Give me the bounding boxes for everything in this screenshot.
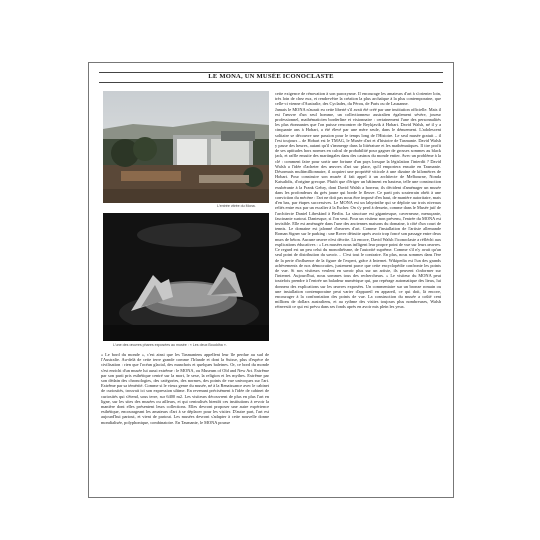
photo-caption-buddhas: L'une des œuvres phares exposées au musée : « Les deux Bouddha ». [113,343,227,347]
right-paragraph-2: Jamais le MONA n'aurait eu cette liberté s'il avait été créé par une institution officielle. Mais il est l'œuvre d'un seul homme, un collectionneur australien également sévère, joueur professionnel, mathématicien borderline et visionnaire : certainement l'une des personnalités les plus étonnantes que l'on puisse rencontrer de Reykjavik à Hobart. David Walsh, né il y a cinquante ans à Hobart, a été élevé par une mère seule, dans le dénuement. L'adolescent solitaire se découvre une passion pour le temps long de l'Histoire. Le seul musée gratuit – il l'est toujours – de Hobart est le TMAG, le Musée d'art et d'histoire de Tasmanie. David Walsh y passe des heures, autant qu'il s'immerge dans la littérature et les mathématiques. Il tire profit de ses aptitudes hors normes en calcul de probabilité pour gagner de grosses sommes au black jack, et raffle ensuite des martingales dans des casinos du monde entier. Avec un problème à la clé : comment faire pour sortir une fortune d'un pays lorsque la législation l'interdit ? David Walsh a l'idée d'acheter des œuvres d'art sur place, qu'il emportera ensuite en Tasmanie. Désormais multimillionnaire, il acquiert une propriété viticole à une dizaine de kilomètres de Hobart. Pour construire son musée il fait appel à un architecte de Melbourne, Nonda Katsalidis, d'origine grecque. Plutôt que d'ériger un bâtiment en hauteur, telle une construction exubérante à la Frank Gehry, dont David Walsh a horreur, ils décident d'aménager un musée dans les profondeurs du grès jaune qui borde le fleuve. Ce parti pris souterrain obéit à une conviction du mécène : l'art ne doit pas nous être imposé d'en haut, de manière autoritaire, mais d'en bas, par étapes successives. Le MONA est un labyrinthe qui se déploie sur trois niveaux reliés entre eux par un escalier à la Escher. On s'y perd à dessein, comme dans le Musée juif de l'architecte Daniel Libeskind à Berlin. La structure est gigantesque, caverneuse, menaçante, fascinante surtout. Dantesque, si l'on veut. Pour un visiteur non prévenu, l'entrée du MONA est invisible. Elle est aménagée dans l'une des anciennes maisons du domaine, à côté d'un court de tennis. Le domaine est jalonné d'œuvres d'art. Comme l'installation de l'artiste allemande Roman Signer sur le parking : une Rover détruite après avoir trop foncé son passage entre deux murs de béton. Aucune œuvre n'est décrite. Là encore, David Walsh l'iconoclaste a réfléchi aux explications éducatives : « Les musées nous infligent leur propre point de vue sur leurs œuvres. Ce regard est un peu celui du monothéisme, de l'autorité suprême. Comme s'il n'y avait qu'un seul point de distribution du savoir… C'est tout le contraire. En plus, nous sommes dans l'ère de la perte d'influence de la figure de l'expert, grâce à Internet. Wikipedia est l'un des grands achèvements de nos démocraties, justement parce que cette encyclopédie confronte les points de vue. Si nos visiteurs veulent en savoir plus sur un artiste, ils peuvent s'informer sur l'internet. Aujourd'hui, nous sommes tous des rechercheurs. » Le visiteur du MONA peut toutefois prendre à l'entrée un baladeur numérique qui, par repérage automatique des lieux, lui donnera des explications sur les œuvres exposées. Un commentaire sur un bronze romain ou une installation contemporaine peut varier d'appareil en appareil, ce qui doit, là encore, encourager à la confrontation des points de vue. La construction du musée a coûté cent millions de dollars australiens, et au rythme des visites toujours plus nombreuses, Walsh réinvestit ce qui est prévu dans ses fonds après en avoir mis plein les yeux. [275,106,441,310]
page-header-title: LE MONA, UN MUSÉE ICONOCLASTE [208,73,334,80]
header-bottom-rule [99,82,443,83]
magazine-page [88,62,454,498]
photo-caption-entrance: L'entrée vitrée du Mona. [217,204,256,208]
article-left-column [101,352,269,492]
photo-museum-entrance [103,91,269,203]
article-right-column [275,91,441,493]
right-paragraph-1: cette exigence de rénovation à son paroxysme. Il encourage les amateurs d'art à s'orienter loin, très loin de chez eux, et rendrevêtre la création la plus archaïque à la plus contemporaine, que celle-ci vienne d'Australie, des Cyclades, du Pérou, de Paris ou de Lausanne. [275,91,441,107]
photo-two-buddhas [103,213,269,341]
left-paragraph-1: « Le bord du monde », c'est ainsi que les Tasmaniens appellent leur île perdue au sud de l'Australie. Au-delà de cette terre grande comme l'Irlande et dont la Suisse, plus d'espèce de civilisation : rien que l'océan glacial, des manchots et quelques baleines. Or, ce bord du monde s'est enrichi d'un musée lui aussi extrême : le MONA, ou Museum of Old and New Art. Extrême par son parti pris esthétique centré sur la mort, le sexe, la religion et les mythes. Extrême par son dédain des chronologies, des catégories, des normes, des points de vue univoques sur l'art. Extrême par sa témérité. Comme si le vieux genre du musée, né à la Renaissance avec le cabinet de curiosités, trouvait ici son expression ultime. En revenant précisément à l'idée de cabinet de curiosités qui s'étend, sous terre, sur 6400 m2. Les visiteurs découvrent de plus en plus l'art en ligne, sur les sites des musées ou ailleurs, et qui centralisés bientôt ces institutions à revoir la manière dont elles présentent leurs collections. Elles devront proposer une autre expérience esthétique, encourageant les amateurs d'art à se déplacer pour les visiter. D'autre part, l'art est aujourd'hui partout, et vient de partout. Les musées devront s'adapter à cette nouvelle donne mondialisée, polyphonique, combinatoire. En Tasmanie, le MONA pousse [101,352,269,425]
